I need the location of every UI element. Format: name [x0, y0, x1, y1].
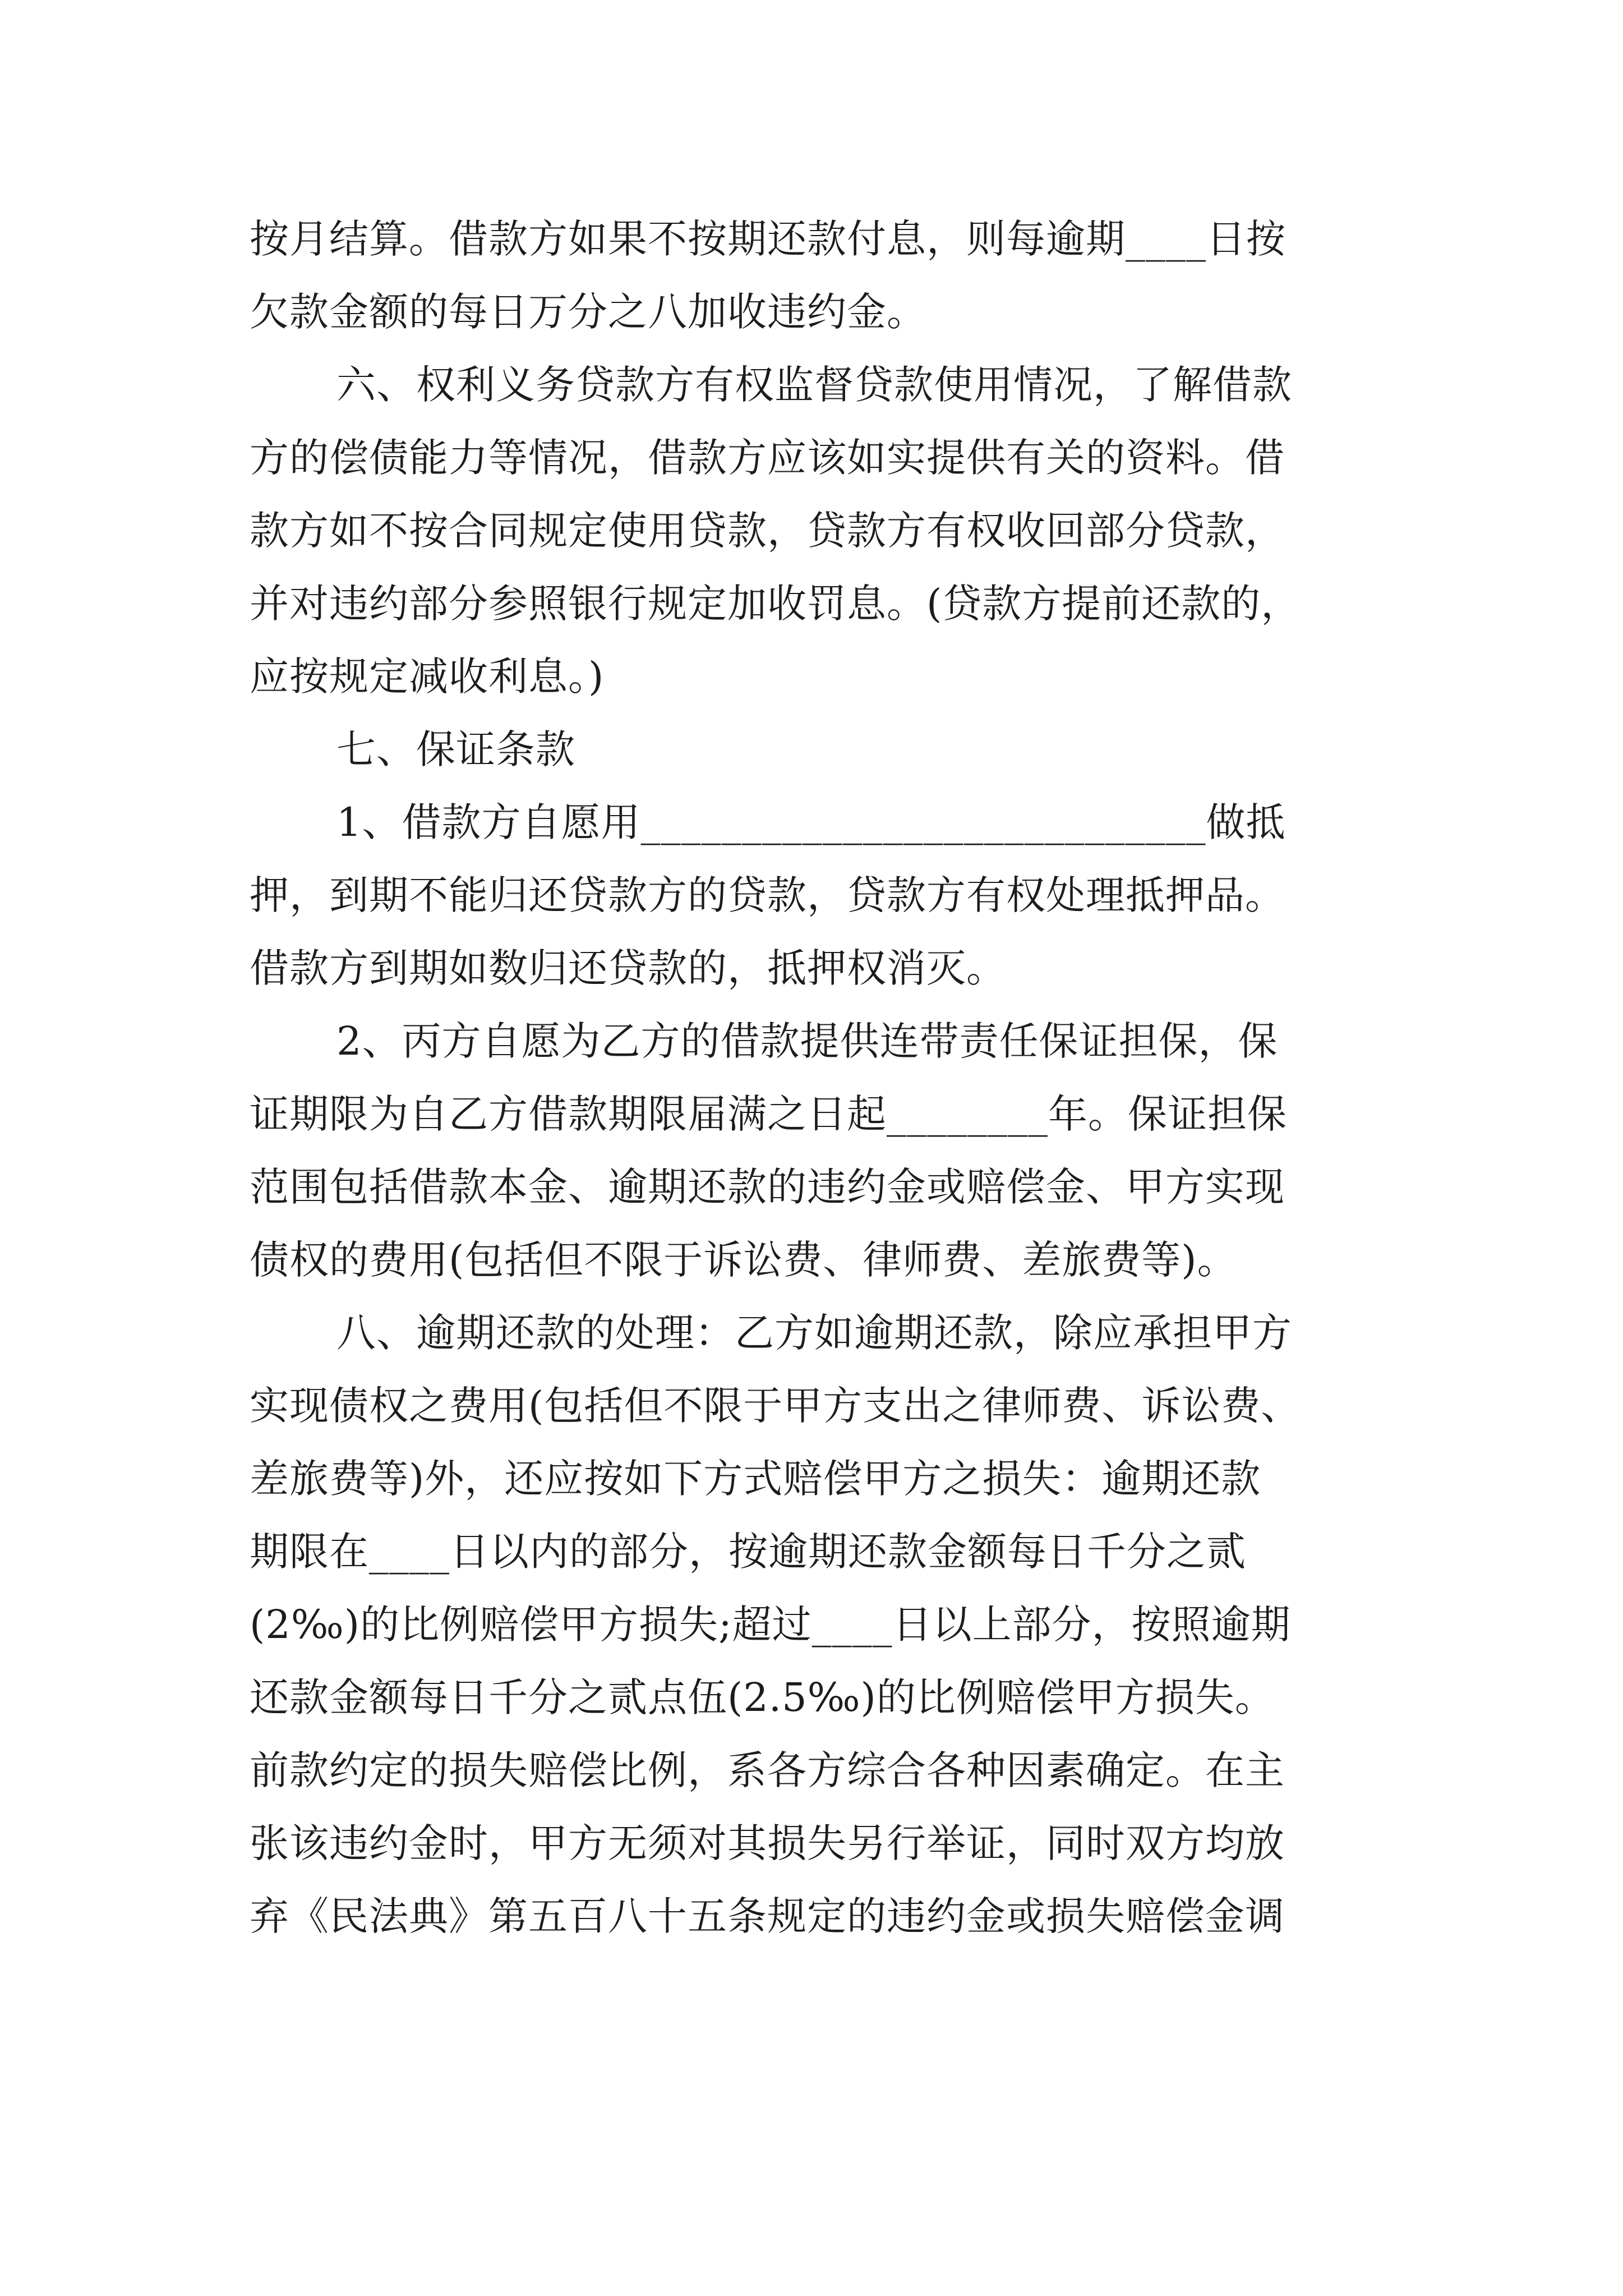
- text-line: 债权的费用(包括但不限于诉讼费、律师费、差旅费等)。: [250, 1237, 1237, 1283]
- text-line: 欠款金额的每日万分之八加收违约金。: [250, 289, 926, 335]
- text-line: 应按规定减收利息。): [250, 654, 605, 700]
- text-line: 并对违约部分参照银行规定加收罚息。(贷款方提前还款的，: [250, 581, 1301, 627]
- text-line: 方的偿债能力等情况，借款方应该如实提供有关的资料。借: [250, 435, 1285, 481]
- paragraph-heading: 六、权利义务贷款方有权监督贷款使用情况，了解借款: [336, 362, 1292, 408]
- paragraph-heading: 八、逾期还款的处理：乙方如逾期还款，除应承担甲方: [336, 1310, 1292, 1356]
- text-line: 范围包括借款本金、逾期还款的违约金或赔偿金、甲方实现: [250, 1164, 1285, 1210]
- text-line: 证期限为自乙方借款期限届满之日起________年。保证担保: [250, 1091, 1287, 1137]
- text-line: (2‰)的比例赔偿甲方损失;超过____日以上部分，按照逾期: [250, 1602, 1291, 1648]
- text-line: 实现债权之费用(包括但不限于甲方支出之律师费、诉讼费、: [250, 1383, 1301, 1429]
- text-line: 还款金额每日千分之贰点伍(2.5‰)的比例赔偿甲方损失。: [250, 1674, 1275, 1720]
- clause-line: 1、借款方自愿用____________________________做抵: [336, 799, 1286, 845]
- text-line: 按月结算。借款方如果不按期还款付息，则每逾期____日按: [250, 216, 1286, 262]
- text-line: 前款约定的损失赔偿比例，系各方综合各种因素确定。在主: [250, 1747, 1285, 1793]
- text-line: 弃《民法典》第五百八十五条规定的违约金或损失赔偿金调: [250, 1893, 1285, 1939]
- text-line: 款方如不按合同规定使用贷款，贷款方有权收回部分贷款，: [250, 508, 1285, 554]
- text-line: 押，到期不能归还贷款方的贷款，贷款方有权处理抵押品。: [250, 872, 1285, 918]
- text-line: 张该违约金时，甲方无须对其损失另行举证，同时双方均放: [250, 1820, 1285, 1866]
- text-line: 期限在____日以内的部分，按逾期还款金额每日千分之贰: [250, 1529, 1246, 1575]
- text-line: 差旅费等)外，还应按如下方式赔偿甲方之损失：逾期还款: [250, 1456, 1261, 1502]
- text-line: 借款方到期如数归还贷款的，抵押权消灭。: [250, 945, 1006, 991]
- clause-line: 2、丙方自愿为乙方的借款提供连带责任保证担保，保: [336, 1018, 1278, 1064]
- section-heading: 七、保证条款: [336, 726, 575, 772]
